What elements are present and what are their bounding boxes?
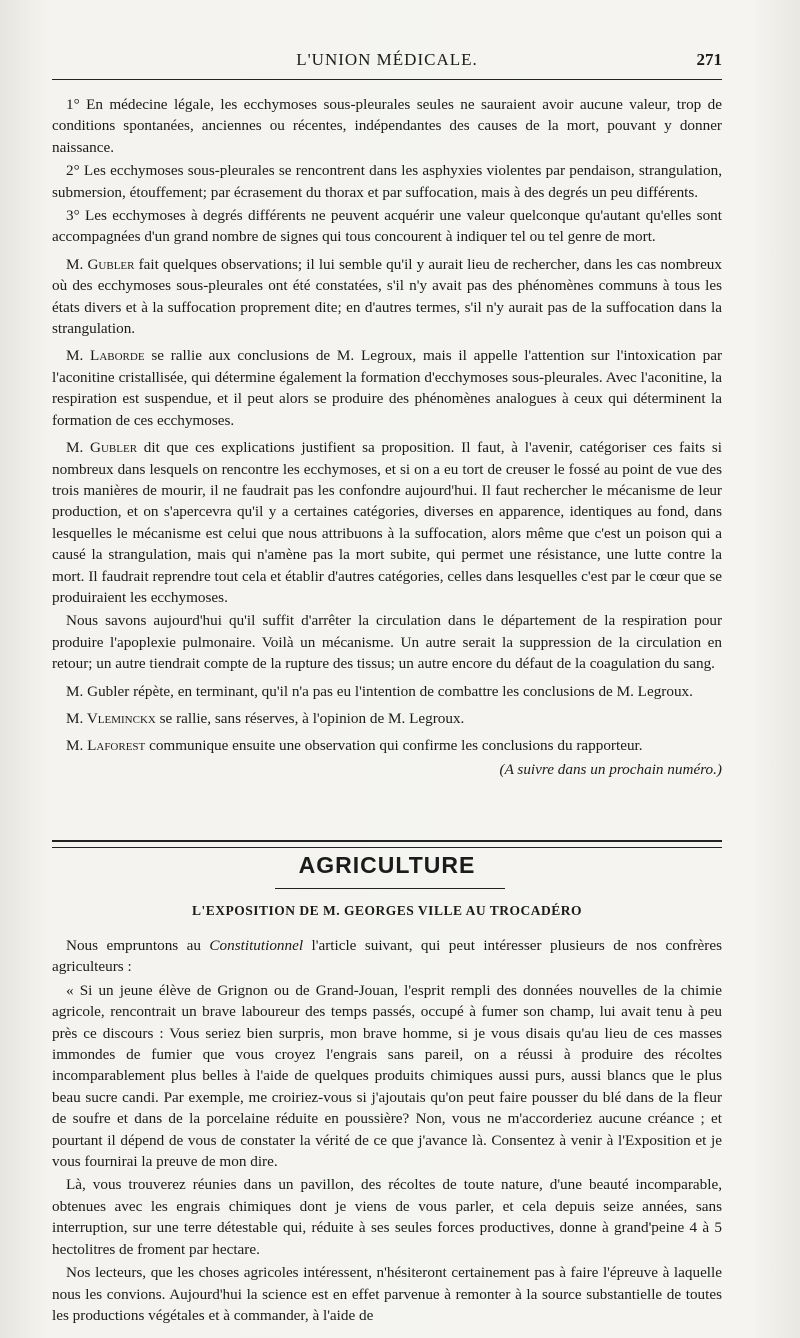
remark-text: fait quelques observations; il lui semble qu'il y aurait lieu de rechercher, dans les cas nombreux où des ecchymoses sous-pleurales ont été constatées, s'il n'y avait pas des phénomènes communs à tous les états divers et à la suffocation proprement dite; en d'autres termes, s'il n'y aurait pas de la suffocation dans la strangulation. (52, 255, 722, 338)
speaker-name: M. Laborde (66, 347, 145, 365)
article-intro (52, 935, 722, 978)
running-title: L'UNION MÉDICALE. (296, 50, 478, 69)
remark-mechanisms: Nous savons aujourd'hui qu'il suffit d'arrêter la circulation dans le département de la respiration pour produire l'apoplexie pulmonaire. Voilà un mécanisme. Un autre serait la suppression de la circulation en retour; un autre tiendrait compte de la rupture des tissus; un autre encore du défaut de la coagulation du sang. (52, 612, 722, 673)
heading-rule (275, 888, 505, 889)
remark-laforest (52, 735, 722, 756)
page-number: 271 (696, 50, 722, 69)
remark-text: dit que ces explications justifient sa proposition. Il faut, à l'avenir, catégoriser ces faits si nombreux dans lesquels on rencontre les ecchymoses, et si on a eu tort de creuser le fossé au point de vue des trois manières de mourir, il ne faudrait pas les confondre aujourd'hui. Il faut rechercher le mécanisme de leur production, et on s'apercevra qu'il y a certaines catégories, diverses en apparence, identiques au fond, dans lesquelles le mécanisme est celui que nous attribuons à la suffocation, alors même que c'est un poison qui a causé la strangulation, mais qui n'amène pas la mort subite, qui permet une résistance, une lutte contre la mort. Il faudrait reprendre tout cela et établir d'autres catégories, celles dans lesquelles c'est par le cœur que se produiraient les ecchymoses. (52, 439, 722, 606)
article-title: L'EXPOSITION DE M. GEORGES VILLE AU TROCADÉRO (192, 903, 582, 918)
article-paragraph: « Si un jeune élève de Grignon ou de Grand-Jouan, l'esprit rempli des données nouvelles de la chimie agricole, rencontrait un brave laboureur des temps passés, occupé à fumer son champ, lui avait tenu à peu près ce discours : Vous seriez bien surpris, mon brave homme, si je vous disais qu'au lieu de ces masses immondes de fumier que vous croyez l'engrais sans pareil, on a réussi à produire des récoltes incomparablement plus belles à l'aide de quelques produits chimiques aussi purs, aussi blancs que le plus beau sucre candi. Par exemple, me croiriez-vous si j'ajoutais qu'on peut faire pousser du blé dans de la fleur de soufre et dans de la porcelaine réduite en poussière? Non, vous ne m'accorderiez aucune créance ; et pourtant il dépend de vous de constater la vérité de ce que j'avance là. Consentez à venir à l'Exposition et je vous fournirai la preuve de mon dire. (52, 981, 722, 1171)
conclusion-1: 1° En médecine légale, les ecchymoses sous-pleurales seules ne sauraient avoir aucune valeur, trop de conditions spontanées, anciennes ou récentes, indépendantes des causes de la mort, pouvant y donner naissance. (52, 96, 722, 156)
intro-text: l'article suivant, qui peut intéresser plusieurs de nos confrères agriculteurs : (52, 937, 723, 976)
page-header (52, 50, 722, 76)
remark-laborde (52, 345, 722, 431)
speaker-name: M. Laforest (66, 737, 146, 755)
intro-text: Nous empruntons au (66, 937, 201, 954)
section-divider (52, 840, 722, 848)
section-heading: AGRICULTURE (298, 852, 476, 878)
remark-vleminckx (52, 708, 722, 729)
header-rule (52, 79, 722, 80)
article-paragraph: Là, vous trouverez réunies dans un pavillon, des récoltes de toute nature, d'une beauté incomparable, obtenues avec les engrais chimiques dont je viens de vous parler, et cela depuis seize années, sans interruption, sur une terre détestable qui, réduite à ses seules forces productives, donne à grand'peine 4 à 5 hectolitres de froment par hectare. (52, 1176, 722, 1258)
remark-gubler-3: M. Gubler répète, en terminant, qu'il n'a pas eu l'intention de combattre les conclusions de M. Legroux. (66, 682, 693, 700)
speaker-name: M. Vleminckx (66, 709, 156, 727)
speaker-name: M. Gubler (66, 255, 135, 273)
remark-gubler-1 (52, 254, 722, 340)
remark-text: communique ensuite une observation qui confirme les conclusions du rapporteur. (149, 737, 643, 755)
remark-text: se rallie aux conclusions de M. Legroux, mais il appelle l'attention sur l'intoxication par l'aconitine cristallisée, qui détermine également la formation d'ecchymoses sous-pleurales. Avec l'aconitine, la respiration est suspendue, et il peut alors se produire des phénomènes analogues à ceux qui déterminent la formation de ces ecchymoses. (52, 347, 723, 429)
newspaper-source: Constitutionnel (209, 937, 304, 954)
to-be-continued: (A suivre dans un prochain numéro.) (499, 760, 722, 778)
remark-text: se rallie, sans réserves, à l'opinion de M. Legroux. (159, 709, 465, 727)
remark-gubler-2 (52, 437, 722, 608)
conclusion-2: 2° Les ecchymoses sous-pleurales se rencontrent dans les asphyxies violentes par pendaison, strangulation, submersion, étouffement; par écrasement du thorax et par suffocation, mais à des degrés un peu différents. (52, 162, 722, 201)
speaker-name: M. Gubler (66, 439, 138, 457)
agriculture-article (52, 935, 722, 1328)
conclusion-3: 3° Les ecchymoses à degrés différents ne peuvent acquérir une valeur quelconque qu'autant qu'elles sont accompagnées d'un grand nombre de signes qui tous concourent à indiquer tel ou tel genre de mort. (52, 207, 722, 246)
article-paragraph: Nos lecteurs, que les choses agricoles intéressent, n'hésiteront certainement pas à faire l'épreuve à laquelle nous les convions. Aujourd'hui la science est en effet parvenue à remonter à la source substantielle de toutes les productions végétales et à commander, à l'aide de (52, 1264, 722, 1324)
academy-discussion (52, 94, 722, 786)
